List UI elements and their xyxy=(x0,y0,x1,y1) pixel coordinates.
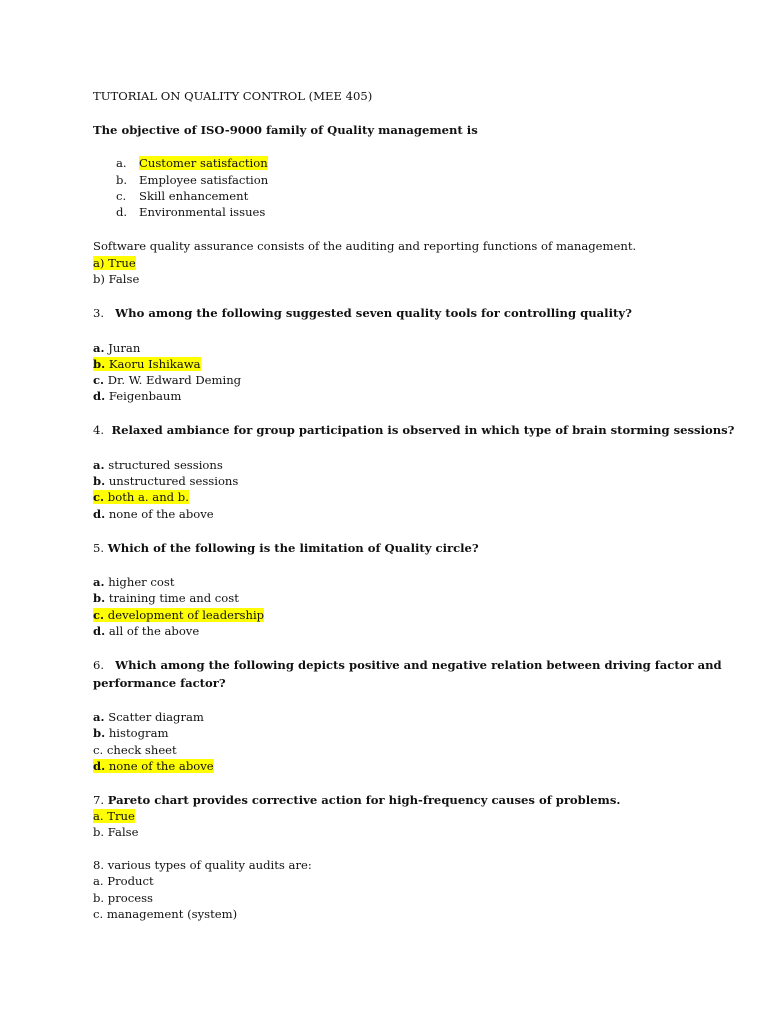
option-letter: b. xyxy=(116,173,128,187)
answer-option: b. False xyxy=(93,825,139,839)
question-5: 5. Which of the following is the limitation of Quality circle? xyxy=(93,541,479,555)
answer-option: d. Feigenbaum xyxy=(93,389,182,403)
answer-option-highlighted: c. development of leadership xyxy=(93,608,265,622)
question-7: 7. Pareto chart provides corrective action for high-frequency causes of problems. xyxy=(93,793,621,807)
answer-option: Environmental issues xyxy=(139,205,266,219)
answer-option: d. none of the above xyxy=(93,507,214,521)
question-3: 3. Who among the following suggested seven quality tools for controlling quality? xyxy=(93,306,632,320)
option-letter: a. xyxy=(116,156,127,170)
document-title: TUTORIAL ON QUALITY CONTROL (MEE 405) xyxy=(93,89,373,103)
answer-option-highlighted: c. both a. and b. xyxy=(93,490,189,504)
answer-option: c. management (system) xyxy=(93,907,238,921)
question-2: Software quality assurance consists of the auditing and reporting functions of management. xyxy=(93,239,637,253)
answer-option-highlighted: Customer satisfaction xyxy=(139,156,268,170)
question-8: 8. various types of quality audits are: xyxy=(93,858,312,872)
answer-option: c. Dr. W. Edward Deming xyxy=(93,373,242,387)
answer-option: b. unstructured sessions xyxy=(93,474,239,488)
answer-option: Employee satisfaction xyxy=(139,173,269,187)
answer-option-highlighted: a. True xyxy=(93,809,135,823)
question-6-continued: performance factor? xyxy=(93,676,226,690)
answer-option-highlighted: a) True xyxy=(93,256,136,270)
answer-option: b. histogram xyxy=(93,726,169,740)
answer-option-highlighted: d. none of the above xyxy=(93,759,214,773)
answer-option: Skill enhancement xyxy=(139,189,249,203)
answer-option: b. process xyxy=(93,891,153,905)
question-6: 6. Which among the following depicts positive and negative relation between driving factor and xyxy=(93,658,722,672)
answer-option: d. all of the above xyxy=(93,624,200,638)
option-letter: c. xyxy=(116,189,127,203)
answer-option: a. Product xyxy=(93,874,154,888)
answer-option: a. Juran xyxy=(93,341,141,355)
question-1: The objective of ISO-9000 family of Quality management is xyxy=(93,123,478,137)
answer-option: b. training time and cost xyxy=(93,591,239,605)
answer-option: c. check sheet xyxy=(93,743,177,757)
answer-option: b) False xyxy=(93,272,140,286)
question-4: 4. Relaxed ambiance for group participation is observed in which type of brain storming sessions? xyxy=(93,423,735,437)
answer-option-highlighted: b. Kaoru Ishikawa xyxy=(93,357,201,371)
answer-option: a. higher cost xyxy=(93,575,175,589)
answer-option: a. structured sessions xyxy=(93,458,223,472)
answer-option: a. Scatter diagram xyxy=(93,710,204,724)
option-letter: d. xyxy=(116,205,128,219)
